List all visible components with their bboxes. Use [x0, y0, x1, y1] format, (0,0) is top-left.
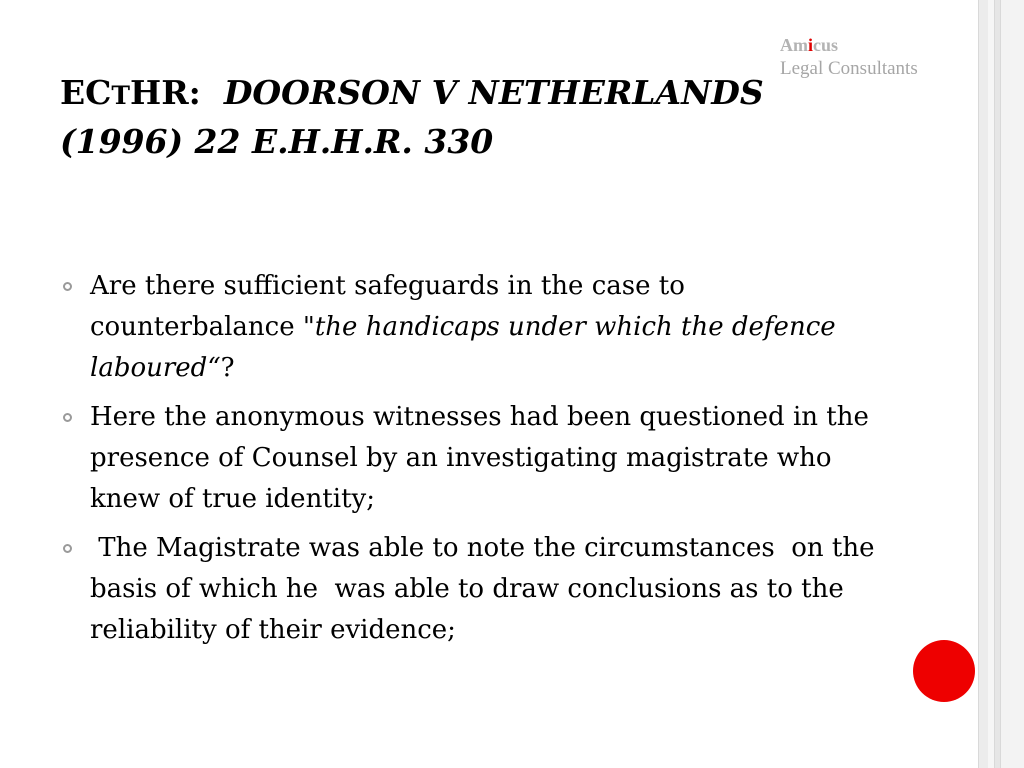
right-edge-stripe [1000, 0, 1024, 768]
right-edge-line [978, 0, 979, 768]
right-edge-line [994, 0, 995, 768]
bullet-item [60, 266, 890, 389]
title-prefix-t: T [111, 81, 131, 110]
right-edge-line [1000, 0, 1001, 768]
slide-title [60, 70, 860, 165]
title-prefix-hr: HR: [130, 73, 201, 112]
logo-word-end: cus [813, 35, 839, 55]
red-circle-decoration [913, 640, 975, 702]
bullet-text: Are there sufficient safeguards in the case to counterbalance [90, 271, 685, 342]
bullet-text: The Magistrate was able to note the circumstances on the basis of which he was able to draw conclusions as to the reliability of their evidence; [90, 533, 883, 645]
logo-wordmark [780, 34, 918, 57]
title-prefix-ec: EC [60, 73, 112, 112]
bullet-circle-icon [63, 544, 72, 553]
logo-subtitle: Legal Consultants [780, 57, 918, 79]
logo-word-accent: i [808, 35, 814, 55]
bullet-item [60, 528, 890, 651]
bullet-circle-icon [63, 413, 72, 422]
title-case-name: DOORSON V NETHERLANDS (1996) 22 E.H.H.R. 330 [60, 73, 764, 161]
bullet-quote: "the handicaps under which the defence laboured“ [90, 312, 836, 383]
right-edge-stripe [978, 0, 988, 768]
bullet-item [60, 397, 890, 520]
bullet-circle-icon [63, 282, 72, 291]
bullet-text: Here the anonymous witnesses had been questioned in the presence of Counsel by an investigating magistrate who knew of true identity; [90, 402, 869, 514]
logo-word-start: Am [780, 35, 808, 55]
bullet-text-end: ? [220, 353, 235, 383]
bullet-list [60, 266, 890, 659]
